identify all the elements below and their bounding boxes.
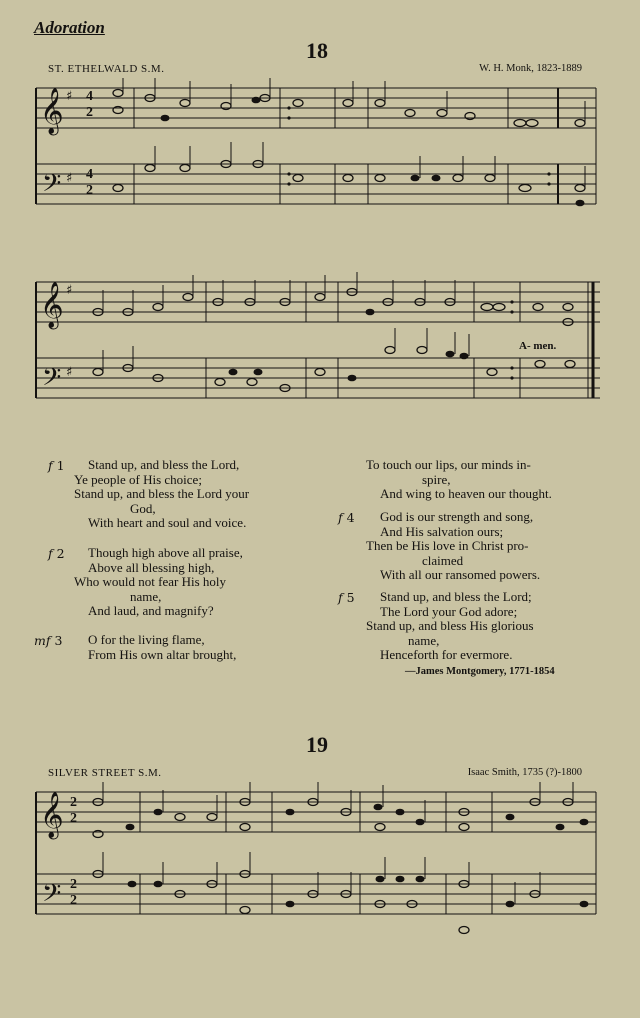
svg-text:♯: ♯ [66,283,73,298]
svg-text:4: 4 [86,167,93,182]
svg-text:2: 2 [70,795,77,810]
hymn-18-author: —James Montgomery, 1771-1854 [405,666,555,677]
svg-text:𝄞: 𝄞 [40,282,64,328]
svg-text:2: 2 [86,183,93,198]
svg-text:2: 2 [70,877,77,892]
svg-text:𝄢: 𝄢 [42,363,62,398]
hymn-18-number: 18 [306,38,328,63]
svg-text:♯: ♯ [66,171,73,186]
svg-text:𝄢: 𝄢 [42,879,62,914]
verse-3-mark: mf 3 [34,633,63,648]
svg-text:𝄞: 𝄞 [40,792,64,838]
svg-text:2: 2 [70,893,77,908]
svg-text:♯: ♯ [66,365,73,380]
verse-3-continued: To touch our lips, our minds in- spire, And wing to heaven our thought. [366,457,552,502]
verse-5: Stand up, and bless the Lord; The Lord your God adore; Stand up, and bless His glorious name, Henceforth for evermore. [366,589,534,663]
hymn-19-number: 19 [306,732,328,757]
hymn-19-tune: SILVER STREET S.M. [48,767,162,779]
verse-4: God is our strength and song, And His salvation ours; Then be His love in Christ pro- claimed With all our ransomed powers. [366,509,541,583]
hymn-18-system-1 [0,78,640,228]
hymn-18-tune: ST. ETHELWALD S.M. [48,63,165,75]
verse-1: Stand up, and bless the Lord, Ye people of His choice; Stand up, and bless the Lord your God, With heart and soul and voice. [74,457,250,531]
verse-2-mark: f 2 [48,546,65,561]
verse-5-mark: f 5 [338,590,355,605]
svg-text:2: 2 [70,811,77,826]
verse-1-mark: f 1 [48,458,65,473]
svg-text:4: 4 [86,89,93,104]
verse-2: Though high above all praise, Above all blessing high, Who would not fear His holy name, And laud, and magnify? [74,545,243,619]
svg-text:2: 2 [86,105,93,120]
hymn-18-amen: A- men. [519,340,557,352]
svg-text:♯: ♯ [66,89,73,104]
hymn-18-composer: W. H. Monk, 1823-1889 [479,63,582,74]
verse-4-mark: f 4 [338,510,355,525]
hymn-19-system-1 [0,782,640,942]
hymn-19-composer: Isaac Smith, 1735 (?)-1800 [467,767,582,778]
svg-text:𝄢: 𝄢 [42,169,62,204]
verse-3: O for the living flame, From His own altar brought, [88,632,237,662]
svg-text:𝄞: 𝄞 [40,88,64,134]
section-heading: Adoration [34,18,105,37]
